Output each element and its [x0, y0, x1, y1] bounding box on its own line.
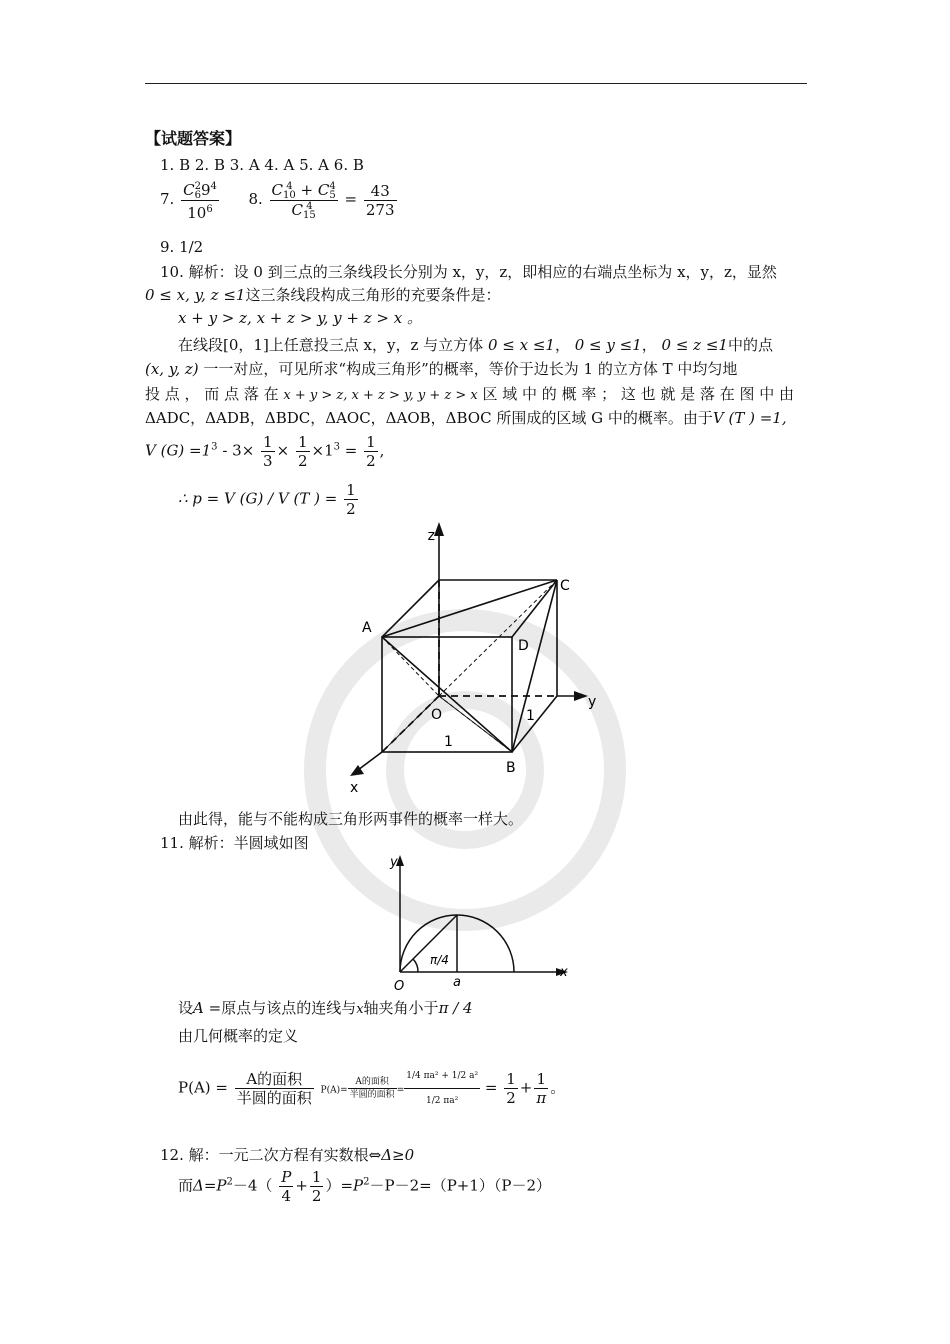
label-x: x: [350, 780, 359, 795]
label-O: O: [431, 707, 443, 723]
q12-line1: 12. 解：一元二次方程有实数根⇔Δ≥0: [160, 1146, 415, 1164]
frac-7: C 2 6 $9^4$ $10^6$: [181, 178, 219, 222]
answers-7-8: 7. C 2 6 $9^4$ $10^6$ 8. C 4 10 + C 4 5 C 4 15 = $\frac{43}{273}$: [160, 178, 399, 222]
answers-heading: 【试题答案】: [145, 129, 242, 148]
fig-label-x: x: [560, 965, 568, 980]
fig-label-o: O: [394, 979, 405, 992]
fig-label-a: a: [453, 975, 461, 990]
label-C: C: [560, 578, 570, 594]
watermark: [300, 560, 630, 980]
label-A: A: [362, 620, 372, 636]
answer-9: 9. 1/2: [160, 238, 204, 256]
q11-line1: 11. 解析：半圆域如图: [160, 834, 309, 852]
q10-line2: 0 ≤ x, y, z ≤1这三条线段构成三角形的充要条件是：: [145, 286, 501, 304]
header-rule: [145, 83, 807, 84]
q10-line3: x + y > z, x + z > y, y + z > x 。: [178, 309, 422, 327]
q11-line2: 设A =原点与该点的连线与x轴夹角小于π / 4: [178, 999, 473, 1017]
label-z: z: [427, 528, 435, 544]
z-arrow: [434, 522, 444, 536]
label-D: D: [518, 638, 529, 654]
q10-line6: 投 点 ， 而 点 落 在 x + y > z, x + z > y, y + z > x 区 域 中 的 概 率 ； 这 也 就 是 落 在 图 中 由: [145, 385, 795, 403]
q12-line2: 而$\Delta=P^2-4$（ $\frac{P}{4}$ + $\frac{1}{2}$ ）$=P^2-P-2=(P+1)(P-2)$: [178, 1168, 552, 1205]
q10-line8: V $(G) =1^3 - 3\times$ $\frac{1}{3}$ × $\frac{1}{2}$ $\times 1^3$ = $\frac{1}{2}$ ,: [145, 433, 385, 470]
label-1-side: 1: [526, 708, 535, 724]
q10-line5: (x, y, z) 一一对应，可见所求“构成三角形”的概率，等价于边长为 1 的立方体 T 中均匀地: [145, 360, 738, 378]
answers-1-6: 1. B 2. B 3. A 4. A 5. A 6. B: [160, 156, 364, 174]
fig-label-angle: π/4: [430, 953, 449, 967]
label-B: B: [506, 760, 516, 776]
label-1-bottom: 1: [444, 734, 453, 750]
label-y: y: [588, 694, 597, 710]
q10-line1: 10. 解析：设 0 到三点的三条线段长分别为 x，y，z，即相应的右端点坐标为 x，y，z，显然: [160, 263, 777, 281]
q10-line7: ΔADC，ΔADB，ΔBDC，ΔAOC，ΔAOB，ΔBOC 所围成的区域 G 中的概率。由于V (T ) =1,: [145, 409, 787, 427]
q10-conclusion: 由此得，能与不能构成三角形两事件的概率一样大。: [178, 810, 524, 828]
q11-probability: P(A) = $\frac{\text{A的面积}}{\text{半圆的面积}}$ P(A)= $\frac{\text{A的面积}}{\text{半圆的面积}}$ = $\frac{\text{1/4 πa² + 1/2 a²}}{\text{1/2 πa²}}$ = $\frac{1}{2}$ + $\frac{1}{\pi}$ 。: [178, 1064, 565, 1113]
frac-8: C 4 10 + C 4 5 C 4 15: [271, 180, 336, 221]
q10-line9: ∴ p = V (G) / V (T ) = $\frac{1}{2}$: [178, 481, 356, 518]
q11-line3: 由几何概率的定义: [178, 1027, 299, 1045]
label-8: 8.: [248, 190, 263, 208]
fig-label-y: y: [390, 855, 398, 870]
frac-43-273: $\frac{43}{273}$: [365, 181, 395, 219]
q10-line4: 在线段[0，1]上任意投三点 x，y，z 与立方体 0 ≤ x ≤1， 0 ≤ y ≤1， 0 ≤ z ≤1中的点: [178, 336, 773, 354]
label-7: 7.: [160, 190, 175, 208]
